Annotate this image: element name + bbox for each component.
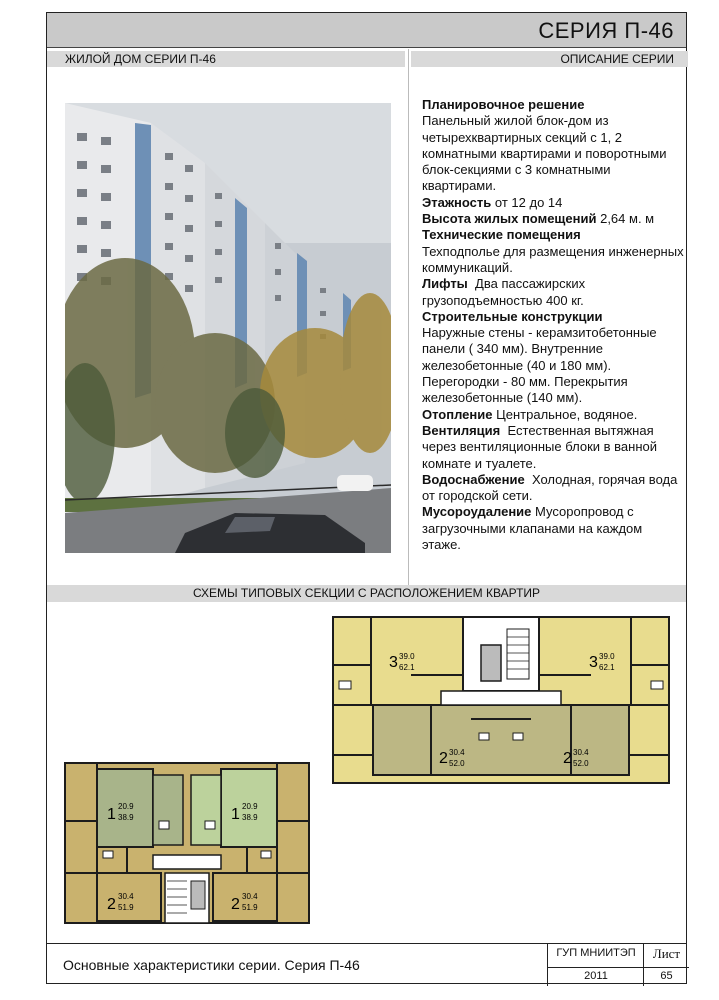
organization-name: ГУП МНИИТЭП <box>556 947 636 959</box>
apt-a3-rooms: 2 <box>439 750 448 767</box>
construction-text: Наружные стены - керамзитобетонные панели ( 340 мм). Внутренние железобетонные (40 и 180 мм). Перегородки - 80 мм. Перекрытия железобетонные (140 мм). <box>422 325 657 406</box>
apt-a2-rooms: 3 <box>589 654 598 671</box>
apt-b4-rooms: 2 <box>231 896 240 913</box>
apt-b4-living: 30.4 <box>242 892 258 901</box>
apt-b1-rooms: 1 <box>107 806 116 823</box>
waste-text: Мусоропровод с загрузочными клапанами на каждом этаже. <box>422 504 643 553</box>
apt-a4-rooms: 2 <box>563 750 572 767</box>
title-block <box>47 943 686 986</box>
column-divider <box>408 49 409 586</box>
apt-a2-total: 62.1 <box>599 663 615 672</box>
floors-heading: Этажность <box>422 194 492 210</box>
floor-plan-section-a <box>331 615 671 785</box>
title-bar <box>47 13 686 48</box>
page-frame <box>46 12 687 984</box>
apt-b1-living: 20.9 <box>118 802 134 811</box>
series-description <box>422 97 684 553</box>
building-photo <box>65 103 391 553</box>
planning-heading: Планировочное решение <box>422 97 585 112</box>
ventilation-heading: Вентиляция <box>422 422 501 438</box>
height-heading: Высота жилых помещений <box>422 211 597 227</box>
section-header-description: ОПИСАНИЕ СЕРИИ <box>411 51 688 67</box>
apt-b4-total: 51.9 <box>242 903 258 912</box>
apt-b1-total: 38.9 <box>118 813 134 822</box>
apt-b2-living: 20.9 <box>242 802 258 811</box>
water-text: Холодная, горячая вода от городской сети. <box>422 471 678 504</box>
sheet-label: Лист <box>652 946 681 961</box>
lifts-heading: Лифты <box>422 276 468 292</box>
apt-a1-living: 39.0 <box>399 652 415 661</box>
sheet-cell <box>643 944 689 986</box>
floor-plan-b-drawing <box>63 761 311 926</box>
schemes-header: СХЕМЫ ТИПОВЫХ СЕКЦИИ С РАСПОЛОЖЕНИЕМ КВАРТИР <box>47 585 686 602</box>
apt-a1-rooms: 3 <box>389 654 398 671</box>
apt-b2-total: 38.9 <box>242 813 258 822</box>
document-title: Основные характеристики серии. Серия П-46 <box>63 957 360 973</box>
series-title: СЕРИЯ П-46 <box>538 18 674 43</box>
floors-text: от 12 до 14 <box>494 194 563 210</box>
floor-plan-a-drawing <box>331 615 671 785</box>
heating-heading: Отопление <box>422 406 493 422</box>
planning-text: Панельный жилой блок-дом из четырехквартирных секций с 1, 2 комнатными квартирами и поворотными блок-секциями с 3 комнатными квартирами. <box>422 113 667 194</box>
lifts-text: Два пассажирских грузоподъемностью 400 кг. <box>422 276 586 308</box>
ventilation-text: Естественная вытяжная через вентиляционные блоки в ванной комнате и туалете. <box>422 422 657 471</box>
tech-rooms-text: Техподполье для размещения инженерных коммуникаций. <box>422 243 684 275</box>
apt-b2-rooms: 1 <box>231 806 240 823</box>
apt-a4-living: 30.4 <box>573 748 589 757</box>
apt-b3-living: 30.4 <box>118 892 134 901</box>
organization-cell <box>547 944 644 986</box>
height-text: 2,64 м. м <box>600 211 655 227</box>
floor-plan-section-b <box>63 761 311 926</box>
heating-text: Центральное, водяное. <box>496 406 638 422</box>
apt-a3-living: 30.4 <box>449 748 465 757</box>
tech-rooms-heading: Технические помещения <box>422 227 581 243</box>
apt-a2-living: 39.0 <box>599 652 615 661</box>
section-header-building: ЖИЛОЙ ДОМ СЕРИИ П-46 <box>47 51 405 67</box>
apt-a4-total: 52.0 <box>573 759 589 768</box>
apt-b3-rooms: 2 <box>107 896 116 913</box>
waste-heading: Мусороудаление <box>422 504 532 520</box>
water-heading: Водоснабжение <box>422 471 525 487</box>
sheet-number: 65 <box>644 967 689 982</box>
apt-a3-total: 52.0 <box>449 759 465 768</box>
document-year: 2011 <box>548 967 644 982</box>
construction-heading: Строительные конструкции <box>422 308 603 324</box>
building-photo-drawing <box>65 103 391 553</box>
apt-a1-total: 62.1 <box>399 663 415 672</box>
apt-b3-total: 51.9 <box>118 903 134 912</box>
